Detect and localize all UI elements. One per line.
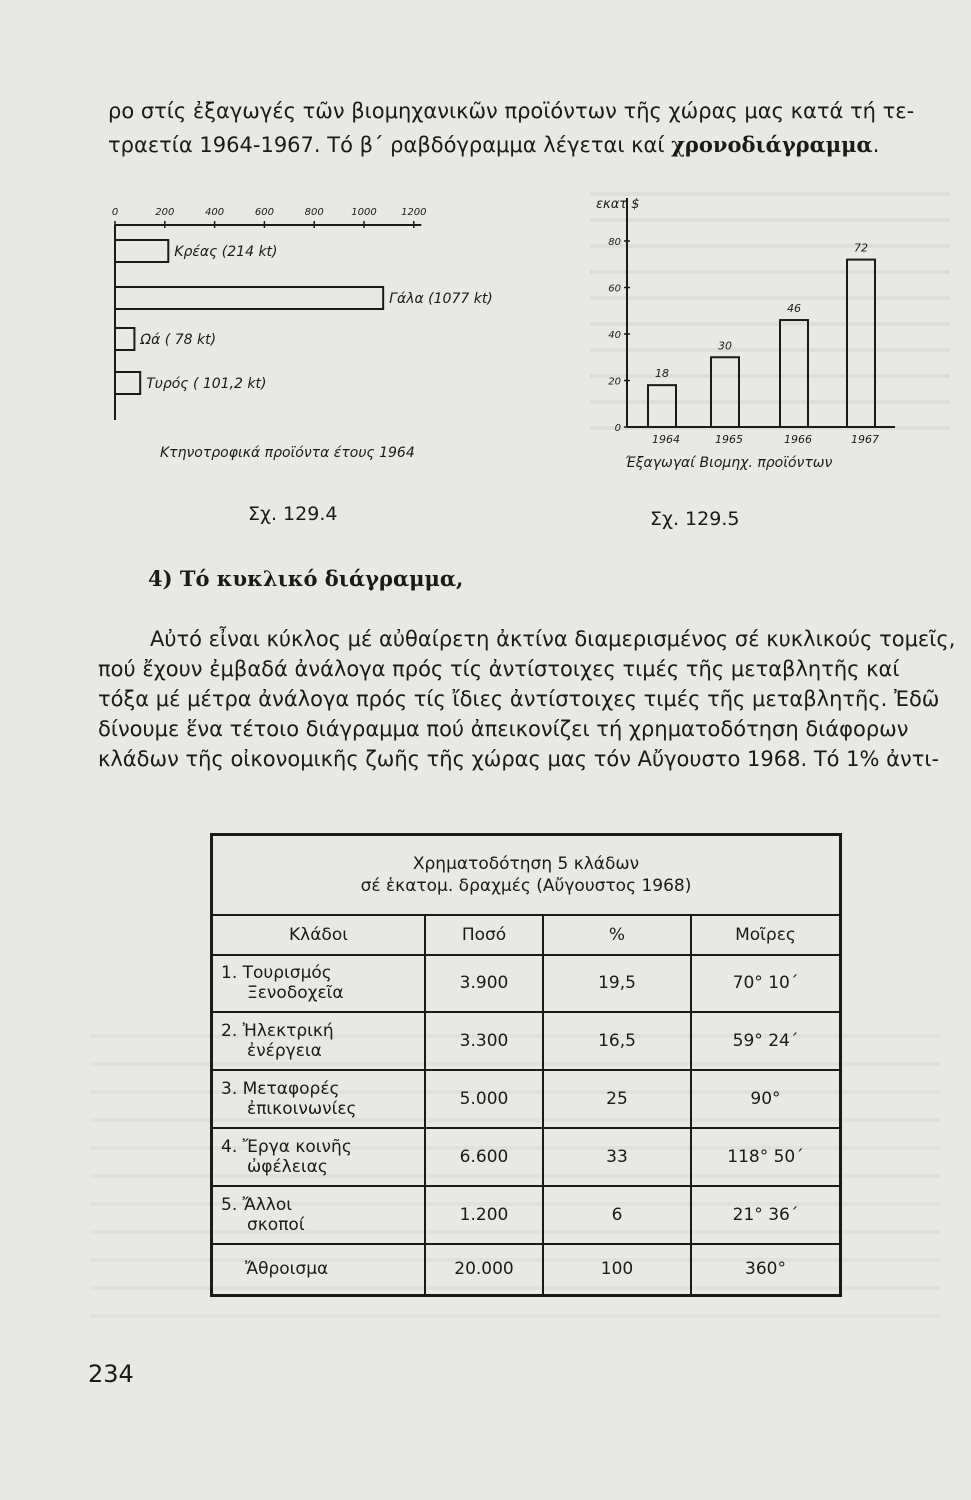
x-tick-label: 1200 [401, 207, 427, 218]
x-tick-label: 800 [304, 207, 324, 218]
row-degrees: 90° [691, 1070, 841, 1128]
x-tick-label: 1964 [652, 433, 680, 446]
row-percent: 25 [543, 1070, 691, 1128]
section-heading: 4) Τό κυκλικό διάγραμμα, [148, 566, 464, 591]
x-tick-label: 400 [205, 207, 225, 218]
bar-label: Ωά ( 78 kt) [140, 332, 217, 348]
x-tick-label: 600 [254, 207, 274, 218]
row-sector-line-1: Μεταφορές [242, 1078, 340, 1099]
y-tick-label: 20 [608, 376, 621, 388]
row-degrees: 70° 10΄ [691, 955, 841, 1013]
section-line-1: Αὐτό εἶναι κύκλος μέ αὐθαίρετη ἀκτίνα διαμερισμένος σέ κυκλικούς τομεῖς, [150, 627, 956, 651]
bar-value-label: 18 [655, 367, 669, 381]
row-number: 5. [221, 1194, 238, 1215]
row-percent: 19,5 [543, 955, 691, 1013]
section-line-4: δίνουμε ἕνα τέτοιο διάγραμμα πού ἀπεικονίζει τή χρηματοδότηση διάφορων [98, 717, 909, 741]
bar [847, 260, 875, 427]
bar [115, 372, 140, 394]
table-caption-line-2: σέ ἑκατομ. δραχμές (Αὔγουστος 1968) [360, 875, 692, 896]
row-percent: 33 [543, 1128, 691, 1186]
row-sector-line-1: Ἠλεκτρική [242, 1021, 334, 1042]
bar [115, 287, 383, 309]
y-tick-label: 60 [608, 283, 621, 295]
row-degrees: 21° 36΄ [691, 1186, 841, 1244]
x-tick-label: 1000 [351, 207, 377, 218]
row-number: 1. [221, 963, 238, 984]
bar-label: Κρέας (214 kt) [174, 244, 278, 260]
table-row [212, 955, 841, 1013]
figure-caption-129-5: Σχ. 129.5 [650, 508, 740, 530]
row-sector-line-2: σκοποί [247, 1214, 305, 1235]
header-degrees: Μοῖρες [691, 915, 841, 955]
intro-line-2-end: . [872, 133, 880, 157]
row-number: 2. [221, 1021, 238, 1042]
table-row [212, 1128, 841, 1186]
bar-value-label: 72 [854, 241, 868, 255]
table-row [212, 1186, 841, 1244]
bar [711, 357, 739, 427]
financing-table [210, 833, 842, 1297]
row-number: 3. [221, 1078, 238, 1099]
row-amount: 3.900 [425, 955, 543, 1013]
row-sector-line-2: Ξενοδοχεῖα [247, 983, 344, 1004]
chart-title: Κτηνοτροφικά προϊόντα έτους 1964 [160, 445, 415, 461]
header-sectors: Κλάδοι [212, 915, 426, 955]
y-tick-label: 40 [608, 330, 621, 341]
row-amount: 5.000 [425, 1070, 543, 1128]
section-line-2: πού ἔχουν ἐμβαδά ἀνάλογα πρός τίς ἀντίστοιχες τιμές τῆς μεταβλητῆς καί [98, 657, 900, 681]
total-percent: 100 [543, 1244, 691, 1296]
bar-label: Τυρός ( 101,2 kt) [146, 376, 267, 392]
header-percent: % [543, 915, 691, 955]
table-row [212, 1070, 841, 1128]
section-line-5: κλάδων τῆς οἰκονομικῆς ζωῆς τῆς χώρας μας τόν Αὔγουστο 1968. Τό 1% ἀντι- [98, 747, 940, 771]
row-sector-line-1: Τουρισμός [242, 963, 332, 984]
row-sector-line-2: ἐπικοινωνίες [247, 1098, 357, 1119]
total-degrees: 360° [691, 1244, 841, 1296]
row-sector [212, 1012, 426, 1070]
x-tick-label: 1965 [715, 433, 743, 446]
row-number: 4. [221, 1136, 238, 1157]
y-tick-label: 80 [608, 237, 621, 248]
row-sector [212, 1128, 426, 1186]
chart-title: Έξαγωγαί Βιομηχ. προϊόντων [625, 455, 833, 471]
row-sector-line-1: Ἔργα κοινῆς [242, 1136, 352, 1157]
row-sector [212, 955, 426, 1013]
y-tick-label: 0 [614, 423, 621, 434]
table-caption-line-1: Χρηματοδότηση 5 κλάδων [412, 853, 640, 874]
row-degrees: 59° 24΄ [691, 1012, 841, 1070]
table-total-row [212, 1244, 841, 1296]
row-percent: 6 [543, 1186, 691, 1244]
row-sector-line-1: Ἄλλοι [242, 1194, 292, 1215]
intro-line-2 [108, 130, 879, 160]
table-header-row [212, 915, 841, 955]
bar [648, 385, 676, 427]
x-tick-label: 1966 [784, 433, 812, 446]
bar-label: Γάλα (1077 kt) [389, 291, 493, 307]
row-amount: 3.300 [425, 1012, 543, 1070]
row-amount: 6.600 [425, 1128, 543, 1186]
x-tick-label: 1967 [851, 433, 879, 446]
total-label: Ἄθροισμα [212, 1244, 426, 1296]
intro-term-bold: χρονοδιάγραμμα [671, 132, 873, 157]
section-line-3: τόξα μέ μέτρα ἀνάλογα πρός τίς ἴδιες ἀντίστοιχες τιμές τῆς μεταβλητῆς. Ἐδῶ [98, 687, 940, 711]
chart-livestock-products [100, 195, 520, 470]
chart-industrial-exports [590, 190, 910, 480]
y-axis-label: εκατ $ [596, 197, 640, 212]
row-sector-line-2: ἐνέργεια [247, 1041, 322, 1062]
figure-caption-129-4: Σχ. 129.4 [248, 503, 338, 525]
intro-line-2-text: τραετία 1964-1967. Τό β΄ ραβδόγραμμα λέγεται καί [108, 133, 672, 157]
total-amount: 20.000 [425, 1244, 543, 1296]
bar [115, 240, 168, 262]
header-amount: Ποσό [425, 915, 543, 955]
row-sector-line-2: ὠφέλειας [247, 1156, 328, 1177]
bar [115, 328, 134, 350]
x-tick-label: 0 [111, 207, 119, 218]
page-number: 234 [88, 1360, 134, 1388]
row-degrees: 118° 50΄ [691, 1128, 841, 1186]
row-amount: 1.200 [425, 1186, 543, 1244]
bar [780, 320, 808, 427]
bar-value-label: 30 [718, 339, 732, 353]
intro-line-1: ρο στίς ἐξαγωγές τῶν βιομηχανικῶν προϊόντων τῆς χώρας μας κατά τή τε- [108, 99, 915, 123]
bar-value-label: 46 [787, 302, 801, 316]
row-sector [212, 1070, 426, 1128]
table-row [212, 1012, 841, 1070]
row-percent: 16,5 [543, 1012, 691, 1070]
x-tick-label: 200 [155, 207, 175, 218]
row-sector [212, 1186, 426, 1244]
table-caption [212, 835, 841, 915]
